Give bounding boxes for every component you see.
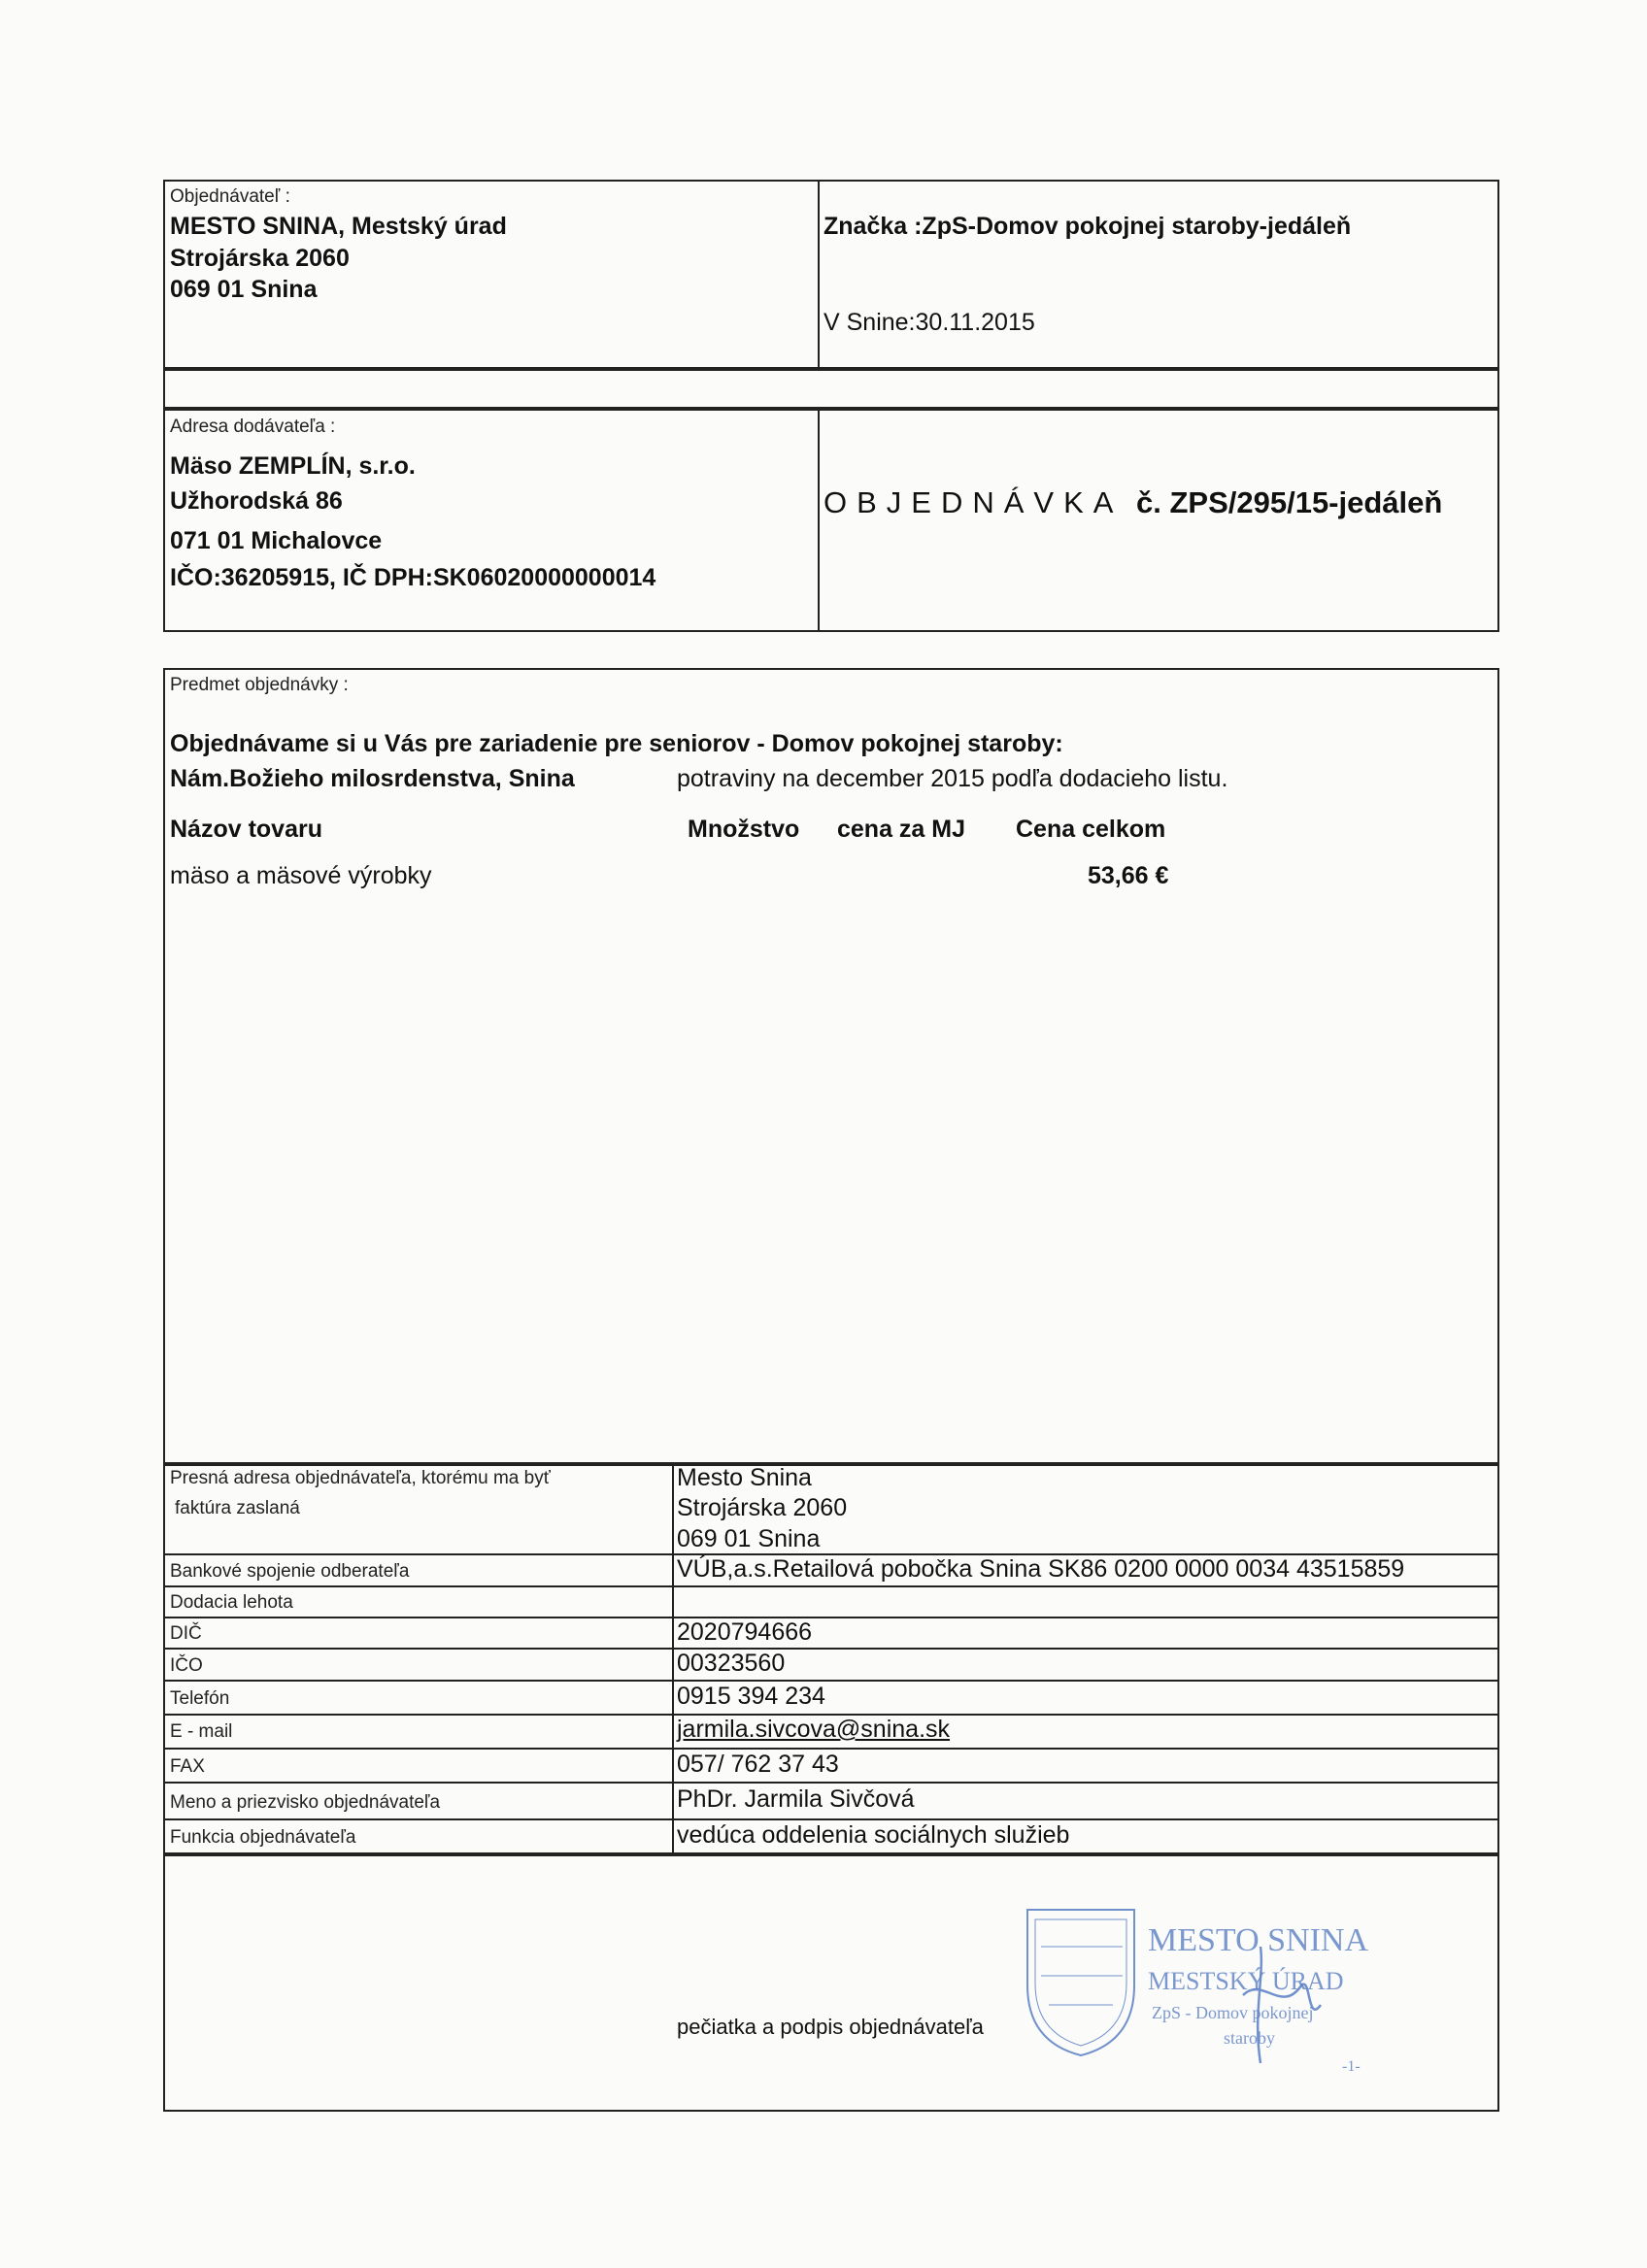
invoice-address-line2: Strojárska 2060: [677, 1494, 848, 1521]
invoice-address-label2: faktúra zaslaná: [175, 1498, 300, 1518]
email-label: E - mail: [170, 1721, 233, 1742]
email-value: jarmila.sivcova@snina.sk: [677, 1716, 951, 1743]
divider: [818, 409, 820, 632]
phone-label: Telefón: [170, 1688, 230, 1709]
buyer-box: [163, 180, 1499, 369]
buyer-city: 069 01 Snina: [170, 276, 318, 303]
dic-label: DIČ: [170, 1623, 202, 1644]
item-total: 53,66 €: [1088, 862, 1169, 889]
bank-value: VÚB,a.s.Retailová pobočka Snina SK86 0200 0000 0034 43515859: [677, 1555, 1405, 1583]
order-date: V Snine:30.11.2015: [824, 309, 1035, 336]
fax-label: FAX: [170, 1756, 205, 1777]
divider: [672, 1464, 674, 1854]
dic-value: 2020794666: [677, 1618, 813, 1646]
delivery-label: Dodacia lehota: [170, 1592, 293, 1613]
orderer-role-label: Funkcia objednávateľa: [170, 1827, 356, 1848]
supplier-label: Adresa dodávateľa :: [170, 417, 336, 437]
subject-desc: potraviny na december 2015 podľa dodacieho listu.: [677, 765, 1228, 792]
official-stamp: [1020, 1908, 1389, 2083]
orderer-role-value: vedúca oddelenia sociálnych služieb: [677, 1821, 1070, 1849]
supplier-box: [163, 409, 1499, 632]
stamp-graphic: [1020, 1908, 1389, 2083]
phone-value: 0915 394 234: [677, 1683, 825, 1710]
supplier-name: Mäso ZEMPLÍN, s.r.o.: [170, 452, 416, 480]
orderer-name-value: PhDr. Jarmila Sivčová: [677, 1785, 915, 1813]
row-line: [163, 1782, 1499, 1784]
ico-value: 00323560: [677, 1650, 786, 1677]
order-title: OBJEDNÁVKA: [824, 485, 1124, 519]
row-line: [163, 1748, 1499, 1750]
buyer-label: Objednávateľ :: [170, 186, 290, 207]
subject-line1: Objednávame si u Vás pre zariadenie pre seniorov - Domov pokojnej staroby:: [170, 730, 1063, 757]
column-total: Cena celkom: [1016, 816, 1166, 843]
stamp-line2: MESTSKÝ ÚRAD: [1148, 1967, 1344, 1995]
fax-value: 057/ 762 37 43: [677, 1751, 839, 1778]
buyer-street: Strojárska 2060: [170, 245, 350, 272]
column-qty: Množstvo: [688, 816, 800, 843]
item-name: mäso a mäsové výrobky: [170, 862, 432, 889]
subject-place: Nám.Božieho milosrdenstva, Snina: [170, 765, 575, 792]
buyer-name: MESTO SNINA, Mestský úrad: [170, 213, 507, 240]
row-line: [163, 1818, 1499, 1820]
invoice-address-line1: Mesto Snina: [677, 1464, 812, 1491]
reference-mark: Značka :ZpS-Domov pokojnej staroby-jedáleň: [824, 213, 1352, 240]
order-number: č. ZPS/295/15-jedáleň: [1136, 485, 1443, 519]
stamp-line5: -1-: [1342, 2058, 1361, 2075]
invoice-address-line3: 069 01 Snina: [677, 1525, 821, 1552]
stamp-line1: MESTO SNINA: [1148, 1922, 1369, 1958]
subject-label: Predmet objednávky :: [170, 675, 349, 695]
column-unit-price: cena za MJ: [837, 816, 966, 843]
row-line: [163, 1648, 1499, 1650]
supplier-street: Užhorodská 86: [170, 487, 343, 515]
supplier-ids: IČO:36205915, IČ DPH:SK06020000000014: [170, 564, 656, 591]
row-line: [163, 1617, 1499, 1618]
column-item: Názov tovaru: [170, 816, 322, 843]
spacer-band: [163, 369, 1499, 409]
row-line: [163, 1680, 1499, 1682]
stamp-line3: ZpS - Domov pokojnej: [1152, 2003, 1314, 2022]
invoice-address-label: Presná adresa objednávateľa, ktorému ma byť: [170, 1468, 551, 1488]
signature-label: pečiatka a podpis objednávateľa: [677, 2015, 984, 2039]
supplier-city: 071 01 Michalovce: [170, 527, 383, 554]
ico-label: IČO: [170, 1655, 203, 1676]
bank-label: Bankové spojenie odberateľa: [170, 1561, 410, 1582]
stamp-line4: staroby: [1224, 2028, 1275, 2048]
row-line: [163, 1585, 1499, 1587]
divider: [818, 180, 820, 369]
orderer-name-label: Meno a priezvisko objednávateľa: [170, 1792, 441, 1813]
